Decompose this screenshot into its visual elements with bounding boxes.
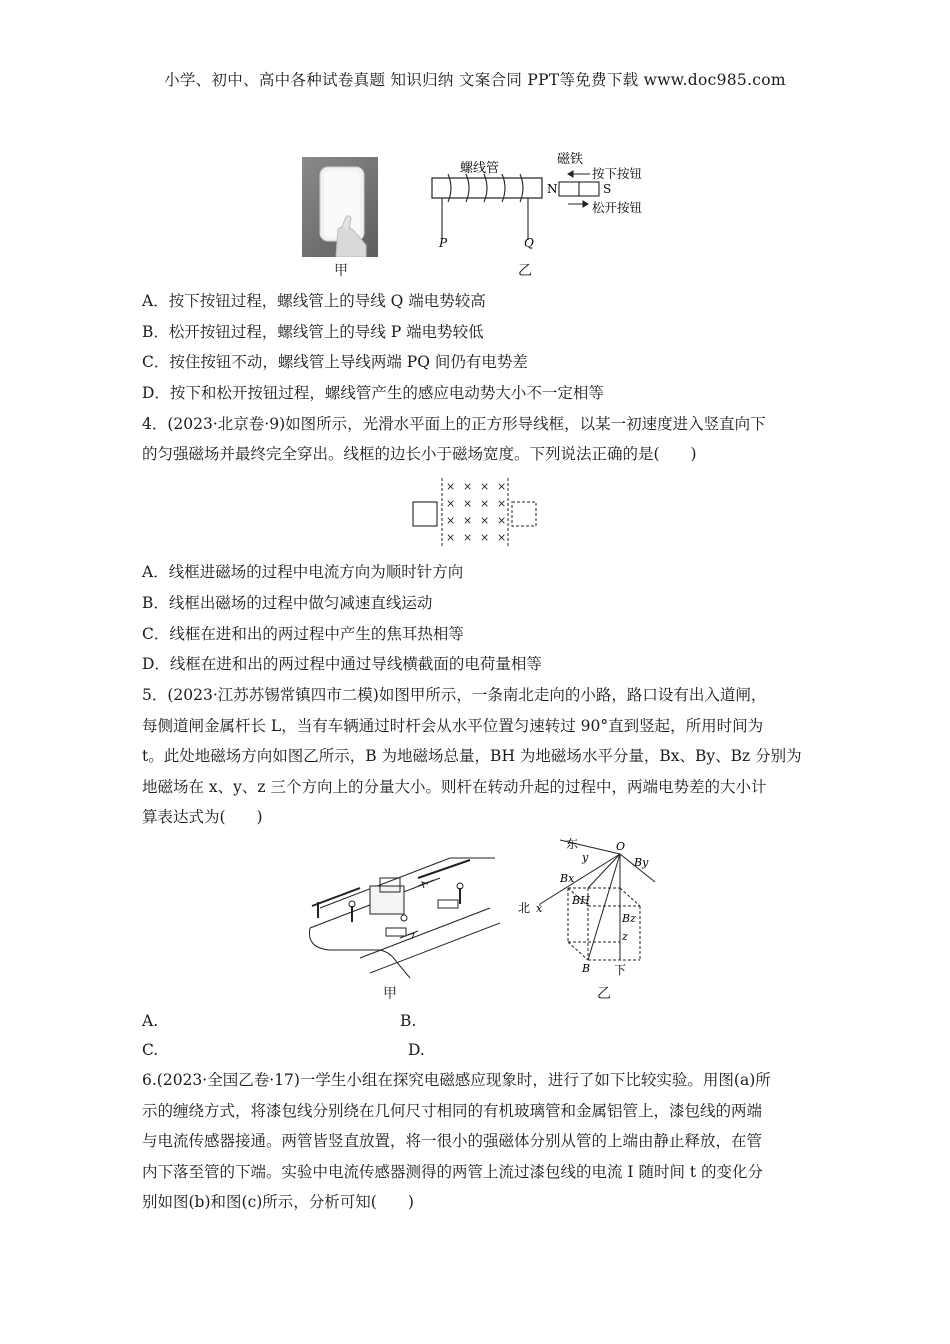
q5-fig-caption-b: 乙 — [597, 986, 611, 1002]
solenoid-diagram — [420, 146, 660, 276]
by-label: By — [634, 856, 649, 869]
s-pole-label: S — [603, 182, 612, 196]
bx-label: Bx — [560, 872, 575, 885]
q4-option-a: A．线框进磁场的过程中电流方向为顺时针方向 — [142, 563, 464, 581]
x-axis-label: x — [536, 902, 543, 915]
q3-option-c: C．按住按钮不动，螺线管上导线两端 PQ 间仍有电势差 — [142, 353, 528, 371]
geomagnetic-field-diagram — [510, 832, 670, 982]
svg-text:×: × — [497, 497, 507, 510]
svg-text:×: × — [480, 497, 490, 510]
svg-text:×: × — [497, 480, 507, 493]
release-label: 松开按钮 — [592, 200, 643, 215]
svg-text:×: × — [446, 480, 456, 493]
q5-stem-line5: 算表达式为( ) — [142, 808, 263, 826]
q3-option-b: B．松开按钮过程，螺线管上的导线 P 端电势较低 — [142, 323, 484, 341]
q5-option-d: D. — [408, 1041, 425, 1059]
y-axis-label: y — [582, 851, 589, 864]
svg-text:×: × — [480, 480, 490, 493]
svg-text:×: × — [463, 497, 473, 510]
n-pole-label: N — [547, 182, 558, 196]
svg-text:×: × — [463, 480, 473, 493]
q5-stem-line3: t。此处地磁场方向如图乙所示，B 为地磁场总量，BH 为地磁场水平分量，Bx、By、Bz 分别为 — [142, 747, 802, 765]
q4-stem-line1: 4．(2023·北京卷·9)如图所示，光滑水平面上的正方形导线框，以某一初速度进入竖直向下 — [142, 415, 766, 433]
svg-text:×: × — [480, 514, 490, 527]
b-label: B — [582, 962, 591, 975]
press-label: 按下按钮 — [592, 166, 643, 181]
bz-label: Bz — [622, 912, 636, 925]
q4-option-b: B．线框出磁场的过程中做匀减速直线运动 — [142, 594, 433, 612]
q4-stem-line2: 的匀强磁场并最终完全穿出。线框的边长小于磁场宽度。下列说法正确的是( ) — [142, 445, 697, 463]
east-label: 东 — [566, 837, 579, 851]
magnetic-field-diagram — [408, 476, 543, 548]
svg-text:×: × — [446, 514, 456, 527]
q5-option-b: B. — [400, 1012, 417, 1030]
q4-option-d: D．线框在进和出的两过程中通过导线横截面的电荷量相等 — [142, 655, 542, 673]
q3-option-d: D．按下和松开按钮过程，螺线管产生的感应电动势大小不一定相等 — [142, 384, 604, 402]
button-photo — [302, 157, 378, 257]
svg-text:×: × — [480, 531, 490, 544]
svg-text:×: × — [446, 497, 456, 510]
solenoid-coil — [442, 174, 528, 240]
down-label: 下 — [614, 963, 627, 977]
z-axis-label: z — [622, 930, 628, 943]
square-loop — [413, 502, 437, 526]
solenoid-label: 螺线管 — [460, 161, 500, 176]
press-arrow — [568, 171, 590, 177]
bh-label: BH — [572, 894, 590, 907]
q-terminal-label: Q — [524, 236, 534, 250]
q6-stem-line1: 6.(2023·全国乙卷·17)一学生小组在探究电磁感应现象时，进行了如下比较实验。用图(a)所 — [142, 1071, 771, 1089]
square-loop-exit — [512, 502, 536, 526]
q4-option-c: C．线框在进和出的两过程中产生的焦耳热相等 — [142, 625, 464, 643]
p-terminal-label: P — [439, 236, 448, 250]
q5-fig-caption-a: 甲 — [383, 986, 397, 1002]
q5-stem-line2: 每侧道闸金属杆长 L，当有车辆通过时杆会从水平位置匀速转过 90°直到竖起，所用时间为 — [142, 717, 764, 735]
svg-text:×: × — [463, 531, 473, 544]
q3-option-a: A．按下按钮过程，螺线管上的导线 Q 端电势较高 — [142, 292, 486, 310]
svg-text:×: × — [463, 514, 473, 527]
q5-option-c: C. — [142, 1041, 159, 1059]
doorbell-photo-image — [302, 157, 378, 257]
north-label: 北 — [518, 901, 531, 915]
fig1-caption-a: 甲 — [334, 263, 348, 279]
fig1-caption-b: 乙 — [518, 263, 532, 279]
road-gate-diagram — [300, 838, 500, 978]
release-arrow — [568, 201, 588, 207]
q6-stem-line3: 与电流传感器接通。两管皆竖直放置，将一很小的强磁体分别从管的上端由静止释放，在管 — [142, 1132, 763, 1150]
q5-stem-line4: 地磁场在 x、y、z 三个方向上的分量大小。则杆在转动升起的过程中，两端电势差的大小计 — [142, 778, 767, 796]
svg-text:×: × — [497, 514, 507, 527]
page-header: 小学、初中、高中各种试卷真题 知识归纳 文案合同 PPT等免费下载 www.doc985.com — [164, 71, 786, 89]
q6-stem-line2: 示的缠绕方式，将漆包线分别绕在几何尺寸相同的有机玻璃管和金属铝管上，漆包线的两端 — [142, 1102, 763, 1120]
field-crosses — [446, 480, 506, 544]
svg-text:×: × — [497, 531, 507, 544]
q5-option-a: A. — [142, 1012, 159, 1030]
origin-label: O — [616, 840, 626, 853]
svg-text:×: × — [446, 531, 456, 544]
q6-stem-line5: 别如图(b)和图(c)所示，分析可知( ) — [142, 1193, 414, 1211]
q5-stem-line1: 5．(2023·江苏苏锡常镇四市二模)如图甲所示，一条南北走向的小路，路口设有出入道闸， — [142, 686, 767, 704]
magnet-label: 磁铁 — [557, 152, 584, 167]
q6-stem-line4: 内下落至管的下端。实验中电流传感器测得的两管上流过漆包线的电流 I 随时间 t 的变化分 — [142, 1163, 764, 1181]
